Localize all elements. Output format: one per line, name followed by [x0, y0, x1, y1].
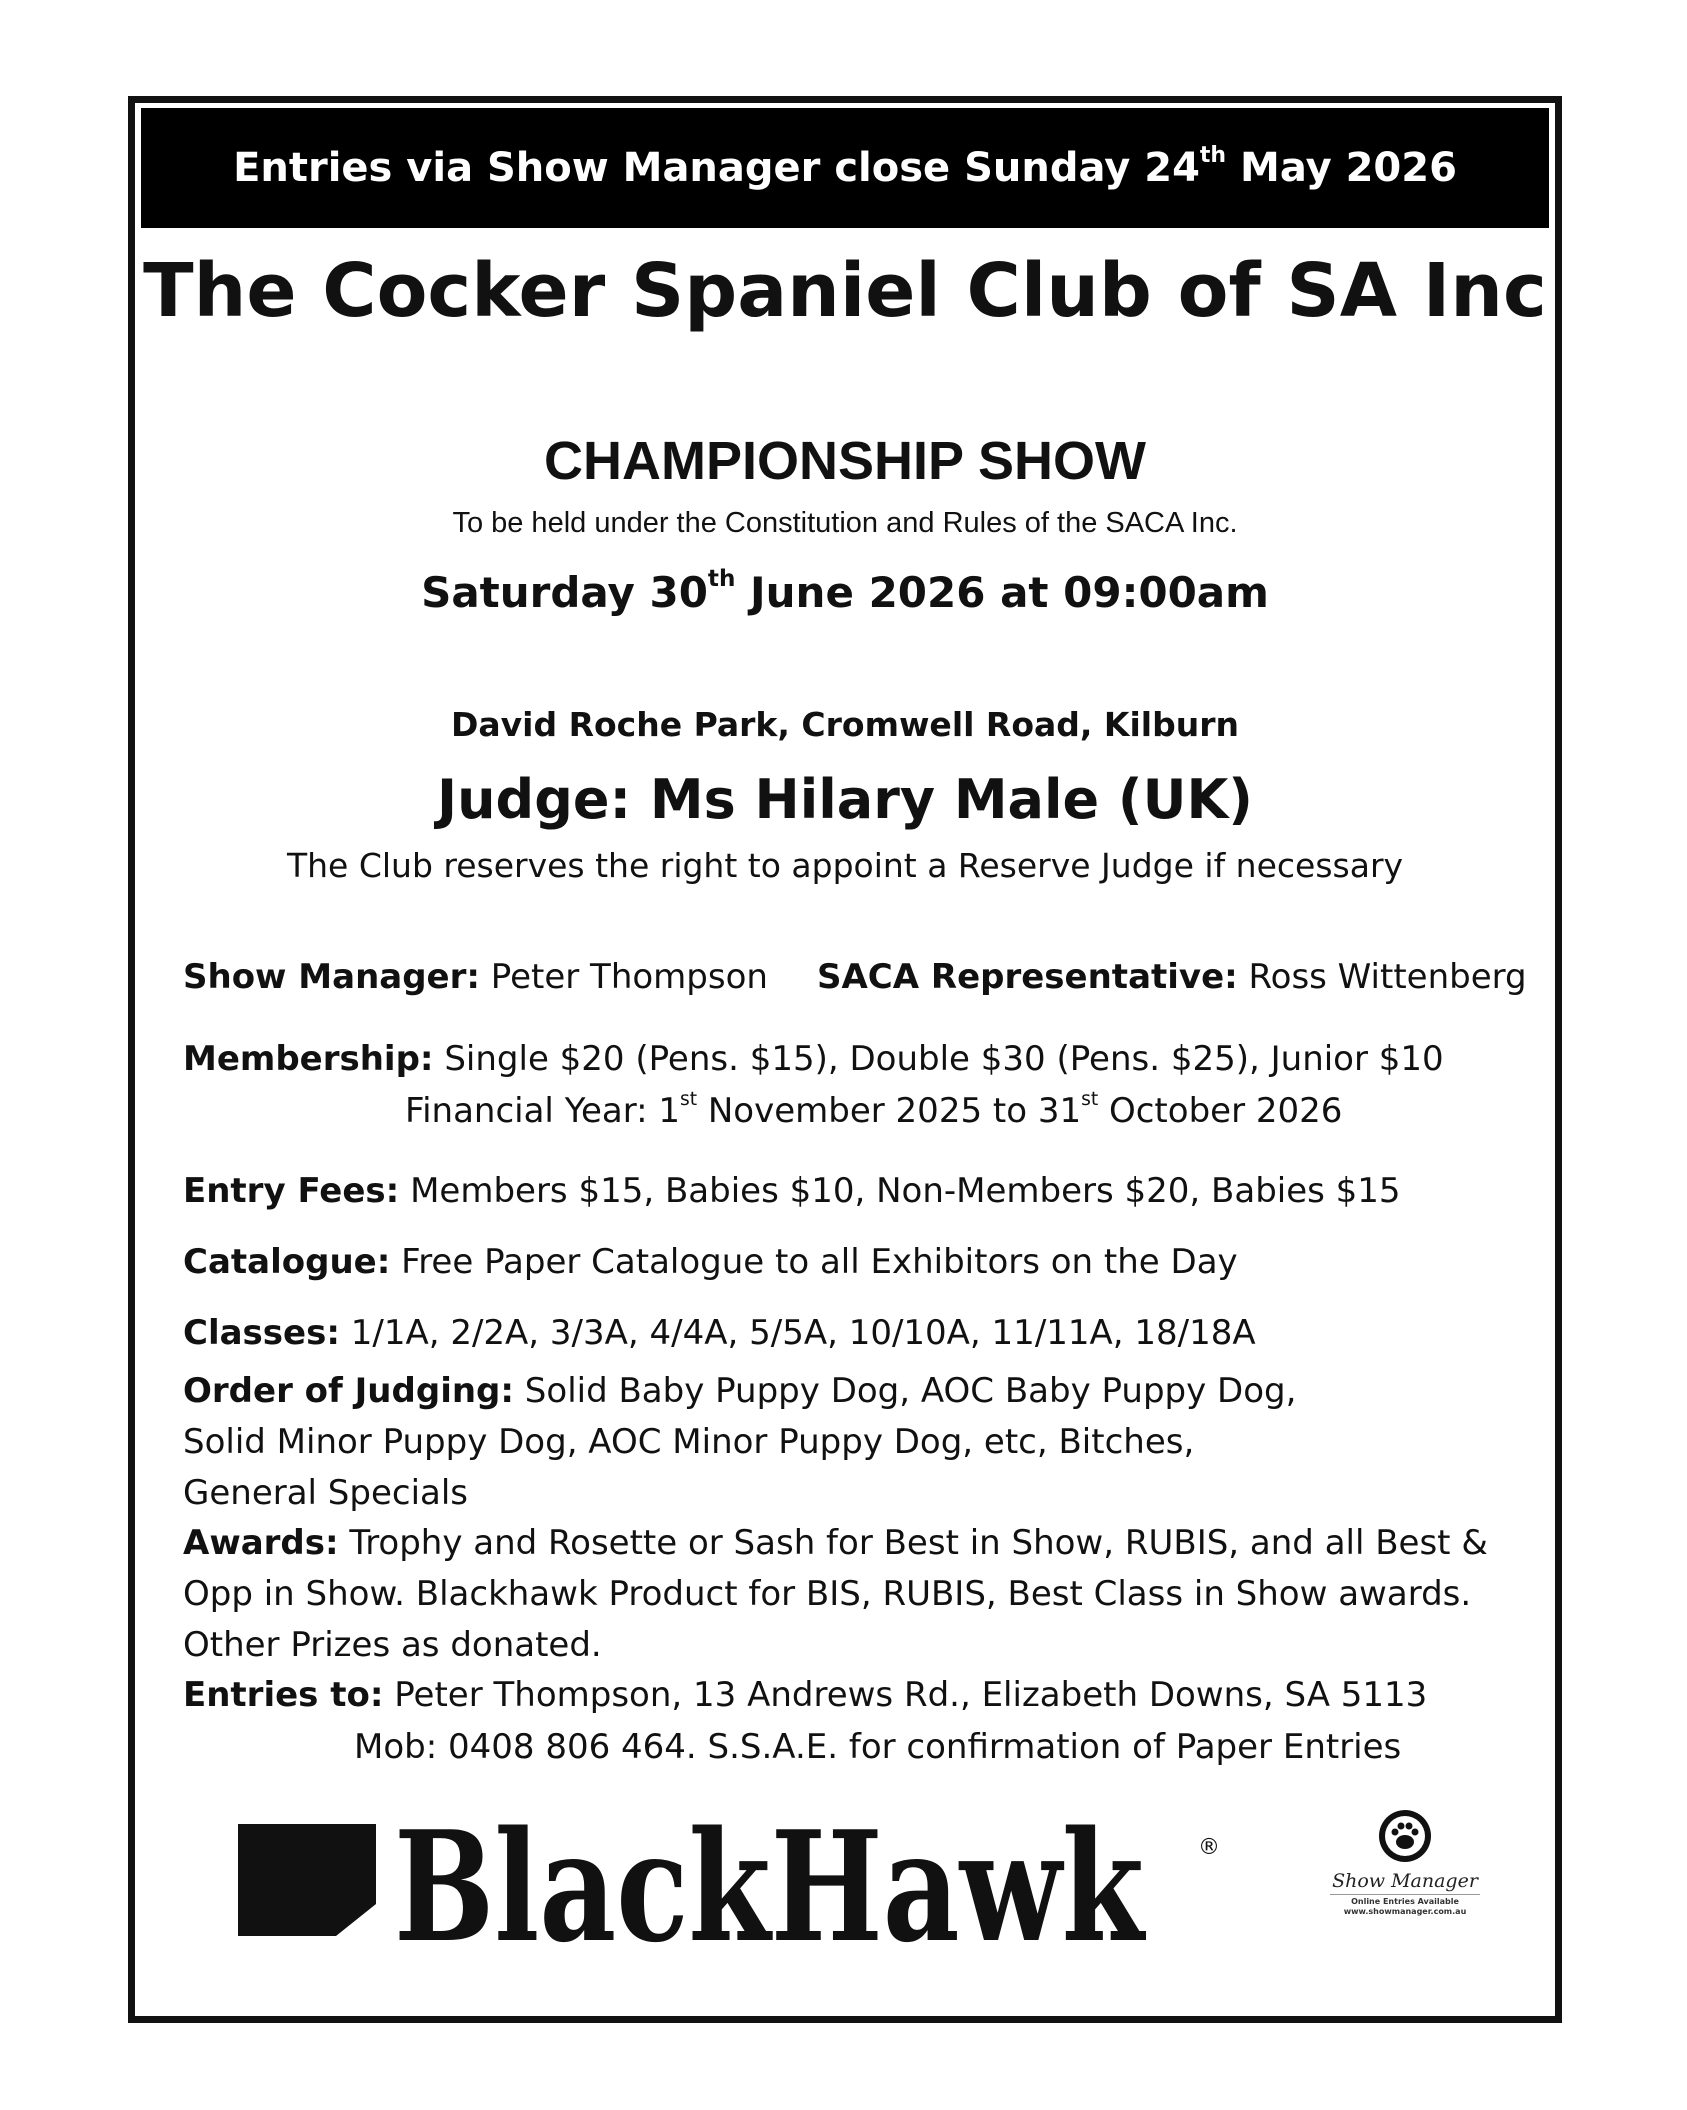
registered-mark: ®: [1198, 1835, 1220, 1860]
show-manager-label: Show Manager:: [183, 957, 480, 997]
awards-line-1: [183, 1523, 1488, 1563]
order-line-2: Solid Minor Puppy Dog, AOC Minor Puppy Dog, etc, Bitches,: [183, 1422, 1195, 1462]
saca-rep-value: Ross Wittenberg: [1237, 957, 1527, 997]
entry-fees-value: Members $15, Babies $10, Non-Members $20, Babies $15: [399, 1171, 1401, 1211]
catalogue-line: [183, 1242, 1238, 1282]
order-line-1: [183, 1371, 1296, 1411]
entries-to-line-1: [183, 1675, 1427, 1715]
show-manager-logo-title: Show Manager: [1332, 1870, 1478, 1892]
order-line-3: General Specials: [183, 1473, 469, 1513]
judge-heading: Judge: Ms Hilary Male (UK): [437, 768, 1253, 831]
awards-value-1: Trophy and Rosette or Sash for Best in Show, RUBIS, and all Best &: [338, 1523, 1488, 1563]
classes-line: [183, 1313, 1256, 1353]
classes-value: 1/1A, 2/2A, 3/3A, 4/4A, 5/5A, 10/10A, 11/11A, 18/18A: [339, 1313, 1256, 1353]
banner-text: [233, 142, 1457, 191]
show-type-heading: CHAMPIONSHIP SHOW: [543, 431, 1147, 491]
entries-to-line-2: Mob: 0408 806 464. S.S.A.E. for confirmation of Paper Entries: [354, 1727, 1402, 1767]
banner-text-end: May 2026: [1226, 145, 1457, 191]
fy-middle: November 2025 to 31: [697, 1091, 1082, 1131]
show-manager-logo-sub1: Online Entries Available: [1351, 1897, 1459, 1906]
order-value-1: Solid Baby Puppy Dog, AOC Baby Puppy Dog,: [514, 1371, 1297, 1411]
reserve-judge-note: The Club reserves the right to appoint a Reserve Judge if necessary: [286, 846, 1404, 885]
venue: David Roche Park, Cromwell Road, Kilburn: [450, 705, 1240, 744]
membership-value: Single $20 (Pens. $15), Double $30 (Pens. $25), Junior $10: [433, 1039, 1444, 1079]
blackhawk-shield-icon: [238, 1824, 376, 1936]
saca-rep-line: [817, 957, 1527, 997]
catalogue-value: Free Paper Catalogue to all Exhibitors on the Day: [390, 1242, 1238, 1282]
banner-text-main: Entries via Show Manager close Sunday 24: [233, 145, 1200, 191]
membership-label: Membership:: [183, 1039, 434, 1079]
entry-fees-label: Entry Fees:: [183, 1171, 400, 1211]
date-sup: th: [707, 565, 736, 592]
rules-line: To be held under the Constitution and Rules of the SACA Inc.: [452, 507, 1238, 539]
entries-close-banner: [141, 108, 1549, 228]
entry-fees-line: [183, 1171, 1401, 1211]
saca-rep-label: SACA Representative:: [817, 957, 1238, 997]
fy-start: Financial Year: 1: [405, 1091, 680, 1131]
paw-icon: [1377, 1808, 1433, 1864]
show-manager-value: Peter Thompson: [480, 957, 768, 997]
order-label: Order of Judging:: [183, 1371, 514, 1411]
classes-label: Classes:: [183, 1313, 340, 1353]
show-date: [141, 565, 1549, 617]
blackhawk-logo: [236, 1814, 1236, 1954]
show-manager-logo: [1320, 1808, 1490, 1917]
date-main: Saturday 30: [421, 568, 708, 617]
financial-year-line: [405, 1091, 1342, 1131]
catalogue-label: Catalogue:: [183, 1242, 391, 1282]
fy-sup-1: st: [679, 1089, 698, 1111]
fy-sup-2: st: [1081, 1089, 1099, 1111]
banner-sup: th: [1199, 142, 1227, 168]
membership-line: [183, 1039, 1444, 1079]
show-manager-line: [183, 957, 768, 997]
blackhawk-wordmark: BlackHawk: [394, 1814, 1147, 1954]
awards-label: Awards:: [183, 1523, 339, 1563]
fy-end: October 2026: [1098, 1091, 1343, 1131]
club-title: The Cocker Spaniel Club of SA Inc: [143, 248, 1547, 334]
entries-to-label: Entries to:: [183, 1675, 384, 1715]
show-manager-logo-url: www.showmanager.com.au: [1343, 1907, 1467, 1916]
awards-line-2: Opp in Show. Blackhawk Product for BIS, RUBIS, Best Class in Show awards.: [183, 1574, 1472, 1614]
entries-to-value-1: Peter Thompson, 13 Andrews Rd., Elizabeth Downs, SA 5113: [383, 1675, 1428, 1715]
awards-line-3: Other Prizes as donated.: [183, 1625, 602, 1665]
date-end: June 2026 at 09:00am: [735, 568, 1269, 617]
